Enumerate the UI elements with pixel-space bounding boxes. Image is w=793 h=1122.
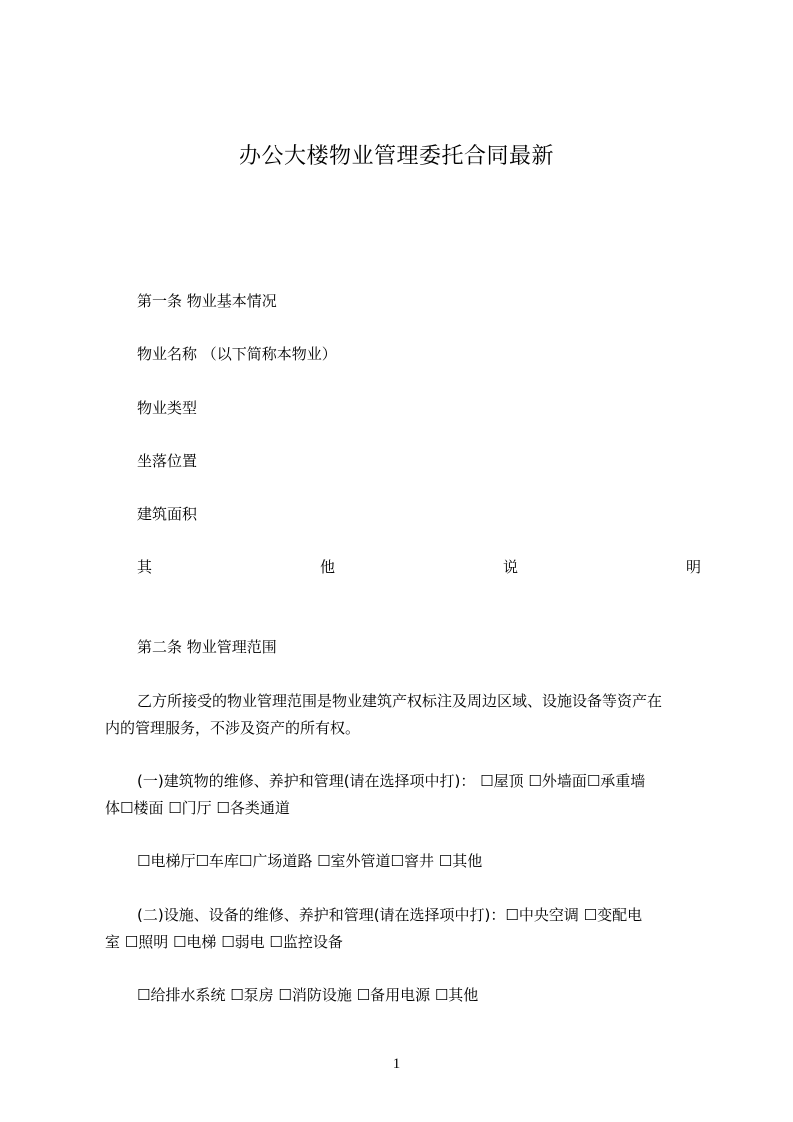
scope-intro-line2: 内的管理服务，不涉及资产的所有权。 — [105, 719, 361, 737]
property-location-line: 坐落位置 — [137, 452, 198, 470]
other-notes-line — [137, 557, 701, 577]
property-name-line: 物业名称 （以下简称本物业） — [137, 345, 337, 363]
building-items-line3: ☐电梯厅☐车库☐广场道路 ☐室外管道☐窨井 ☐其他 — [137, 852, 483, 870]
building-items-line2: 体☐楼面 ☐门厅 ☐各类通道 — [105, 799, 290, 817]
equipment-items-line2: 室 ☐照明 ☐电梯 ☐弱电 ☐监控设备 — [105, 933, 343, 951]
property-type-line: 物业类型 — [137, 399, 198, 417]
page-number: 1 — [392, 1056, 401, 1072]
section1-heading: 第一条 物业基本情况 — [137, 292, 277, 310]
property-area-line: 建筑面积 — [137, 505, 198, 523]
building-items-line1: (一)建筑物的维修、养护和管理(请在选择项中打)： ☐屋顶 ☐外墙面☐承重墙 — [137, 772, 646, 790]
scope-intro-line1: 乙方所接受的物业管理范围是物业建筑产权标注及周边区域、设施设备等资产在 — [137, 692, 663, 710]
other-notes-char: 他 — [319, 558, 335, 576]
other-notes-char: 说 — [502, 558, 518, 576]
equipment-items-line3: ☐给排水系统 ☐泵房 ☐消防设施 ☐备用电源 ☐其他 — [137, 986, 479, 1004]
other-notes-char: 明 — [685, 558, 701, 576]
equipment-items-line1: (二)设施、设备的维修、养护和管理(请在选择项中打)：☐中央空调 ☐变配电 — [137, 906, 643, 924]
section2-heading: 第二条 物业管理范围 — [137, 638, 277, 656]
other-notes-char: 其 — [137, 558, 153, 576]
document-title: 办公大楼物业管理委托合同最新 — [238, 144, 554, 169]
